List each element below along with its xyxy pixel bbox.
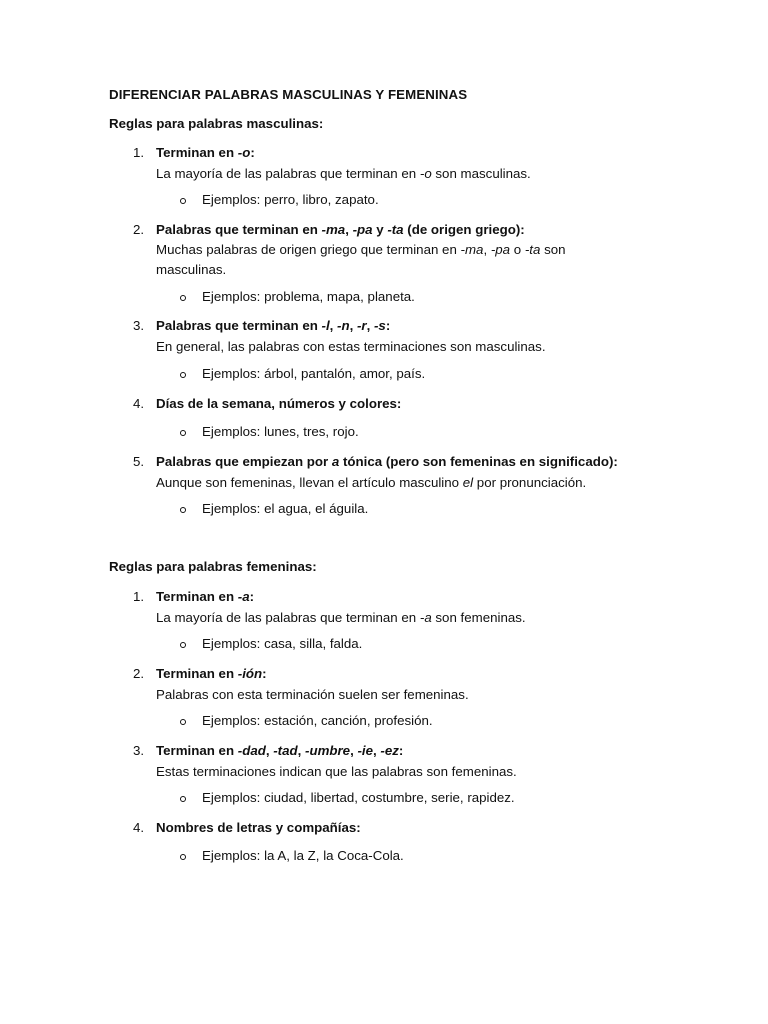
rule-title: Terminan en -a: (156, 589, 255, 604)
rule-number: 3. (133, 743, 145, 758)
hollow-bullet-icon (180, 854, 186, 860)
example-text: Ejemplos: ciudad, libertad, costumbre, serie, rapidez. (202, 790, 515, 805)
rule-description: Muchas palabras de origen griego que terminan en -ma, -pa o -ta son masculinas. (156, 242, 566, 277)
rule-description: En general, las palabras con estas terminaciones son masculinas. (156, 339, 546, 354)
rule-title: Palabras que terminan en -l, -n, -r, -s: (156, 318, 391, 333)
example-text: Ejemplos: perro, libro, zapato. (202, 192, 379, 207)
hollow-bullet-icon (180, 198, 186, 204)
rule-title: Palabras que empiezan por a tónica (pero son femeninas en significado): (156, 454, 618, 469)
rule-number: 5. (133, 454, 145, 469)
hollow-bullet-icon (180, 796, 186, 802)
hollow-bullet-icon (180, 372, 186, 378)
rule-title: Palabras que terminan en -ma, -pa y -ta (de origen griego): (156, 222, 525, 237)
hollow-bullet-icon (180, 295, 186, 301)
example-text: Ejemplos: casa, silla, falda. (202, 636, 363, 651)
rule-number: 1. (133, 145, 145, 160)
masculine-heading: Reglas para palabras masculinas: (109, 116, 324, 131)
example-text: Ejemplos: estación, canción, profesión. (202, 713, 433, 728)
rule-description: Estas terminaciones indican que las palabras son femeninas. (156, 764, 517, 779)
rule-description: Palabras con esta terminación suelen ser femeninas. (156, 687, 469, 702)
document-title: DIFERENCIAR PALABRAS MASCULINAS Y FEMENINAS (109, 87, 468, 102)
example-text: Ejemplos: la A, la Z, la Coca-Cola. (202, 848, 404, 863)
rule-title: Terminan en -dad, -tad, -umbre, -ie, -ez: (156, 743, 404, 758)
rule-title: Días de la semana, números y colores: (156, 396, 402, 411)
rule-number: 1. (133, 589, 145, 604)
example-text: Ejemplos: el agua, el águila. (202, 501, 369, 516)
example-text: Ejemplos: problema, mapa, planeta. (202, 289, 415, 304)
hollow-bullet-icon (180, 642, 186, 648)
rule-number: 2. (133, 222, 145, 237)
rule-title: Terminan en -o: (156, 145, 255, 160)
feminine-heading: Reglas para palabras femeninas: (109, 559, 317, 574)
rule-title: Terminan en -ión: (156, 666, 267, 681)
rule-title: Nombres de letras y compañías: (156, 820, 361, 835)
rule-number: 2. (133, 666, 145, 681)
hollow-bullet-icon (180, 507, 186, 513)
rule-description: La mayoría de las palabras que terminan en -o son masculinas. (156, 166, 531, 181)
hollow-bullet-icon (180, 430, 186, 436)
example-text: Ejemplos: árbol, pantalón, amor, país. (202, 366, 426, 381)
rule-number: 3. (133, 318, 145, 333)
example-text: Ejemplos: lunes, tres, rojo. (202, 424, 359, 439)
rule-number: 4. (133, 820, 145, 835)
rule-description: La mayoría de las palabras que terminan en -a son femeninas. (156, 610, 526, 625)
rule-description: Aunque son femeninas, llevan el artículo masculino el por pronunciación. (156, 475, 587, 490)
hollow-bullet-icon (180, 719, 186, 725)
rule-number: 4. (133, 396, 145, 411)
